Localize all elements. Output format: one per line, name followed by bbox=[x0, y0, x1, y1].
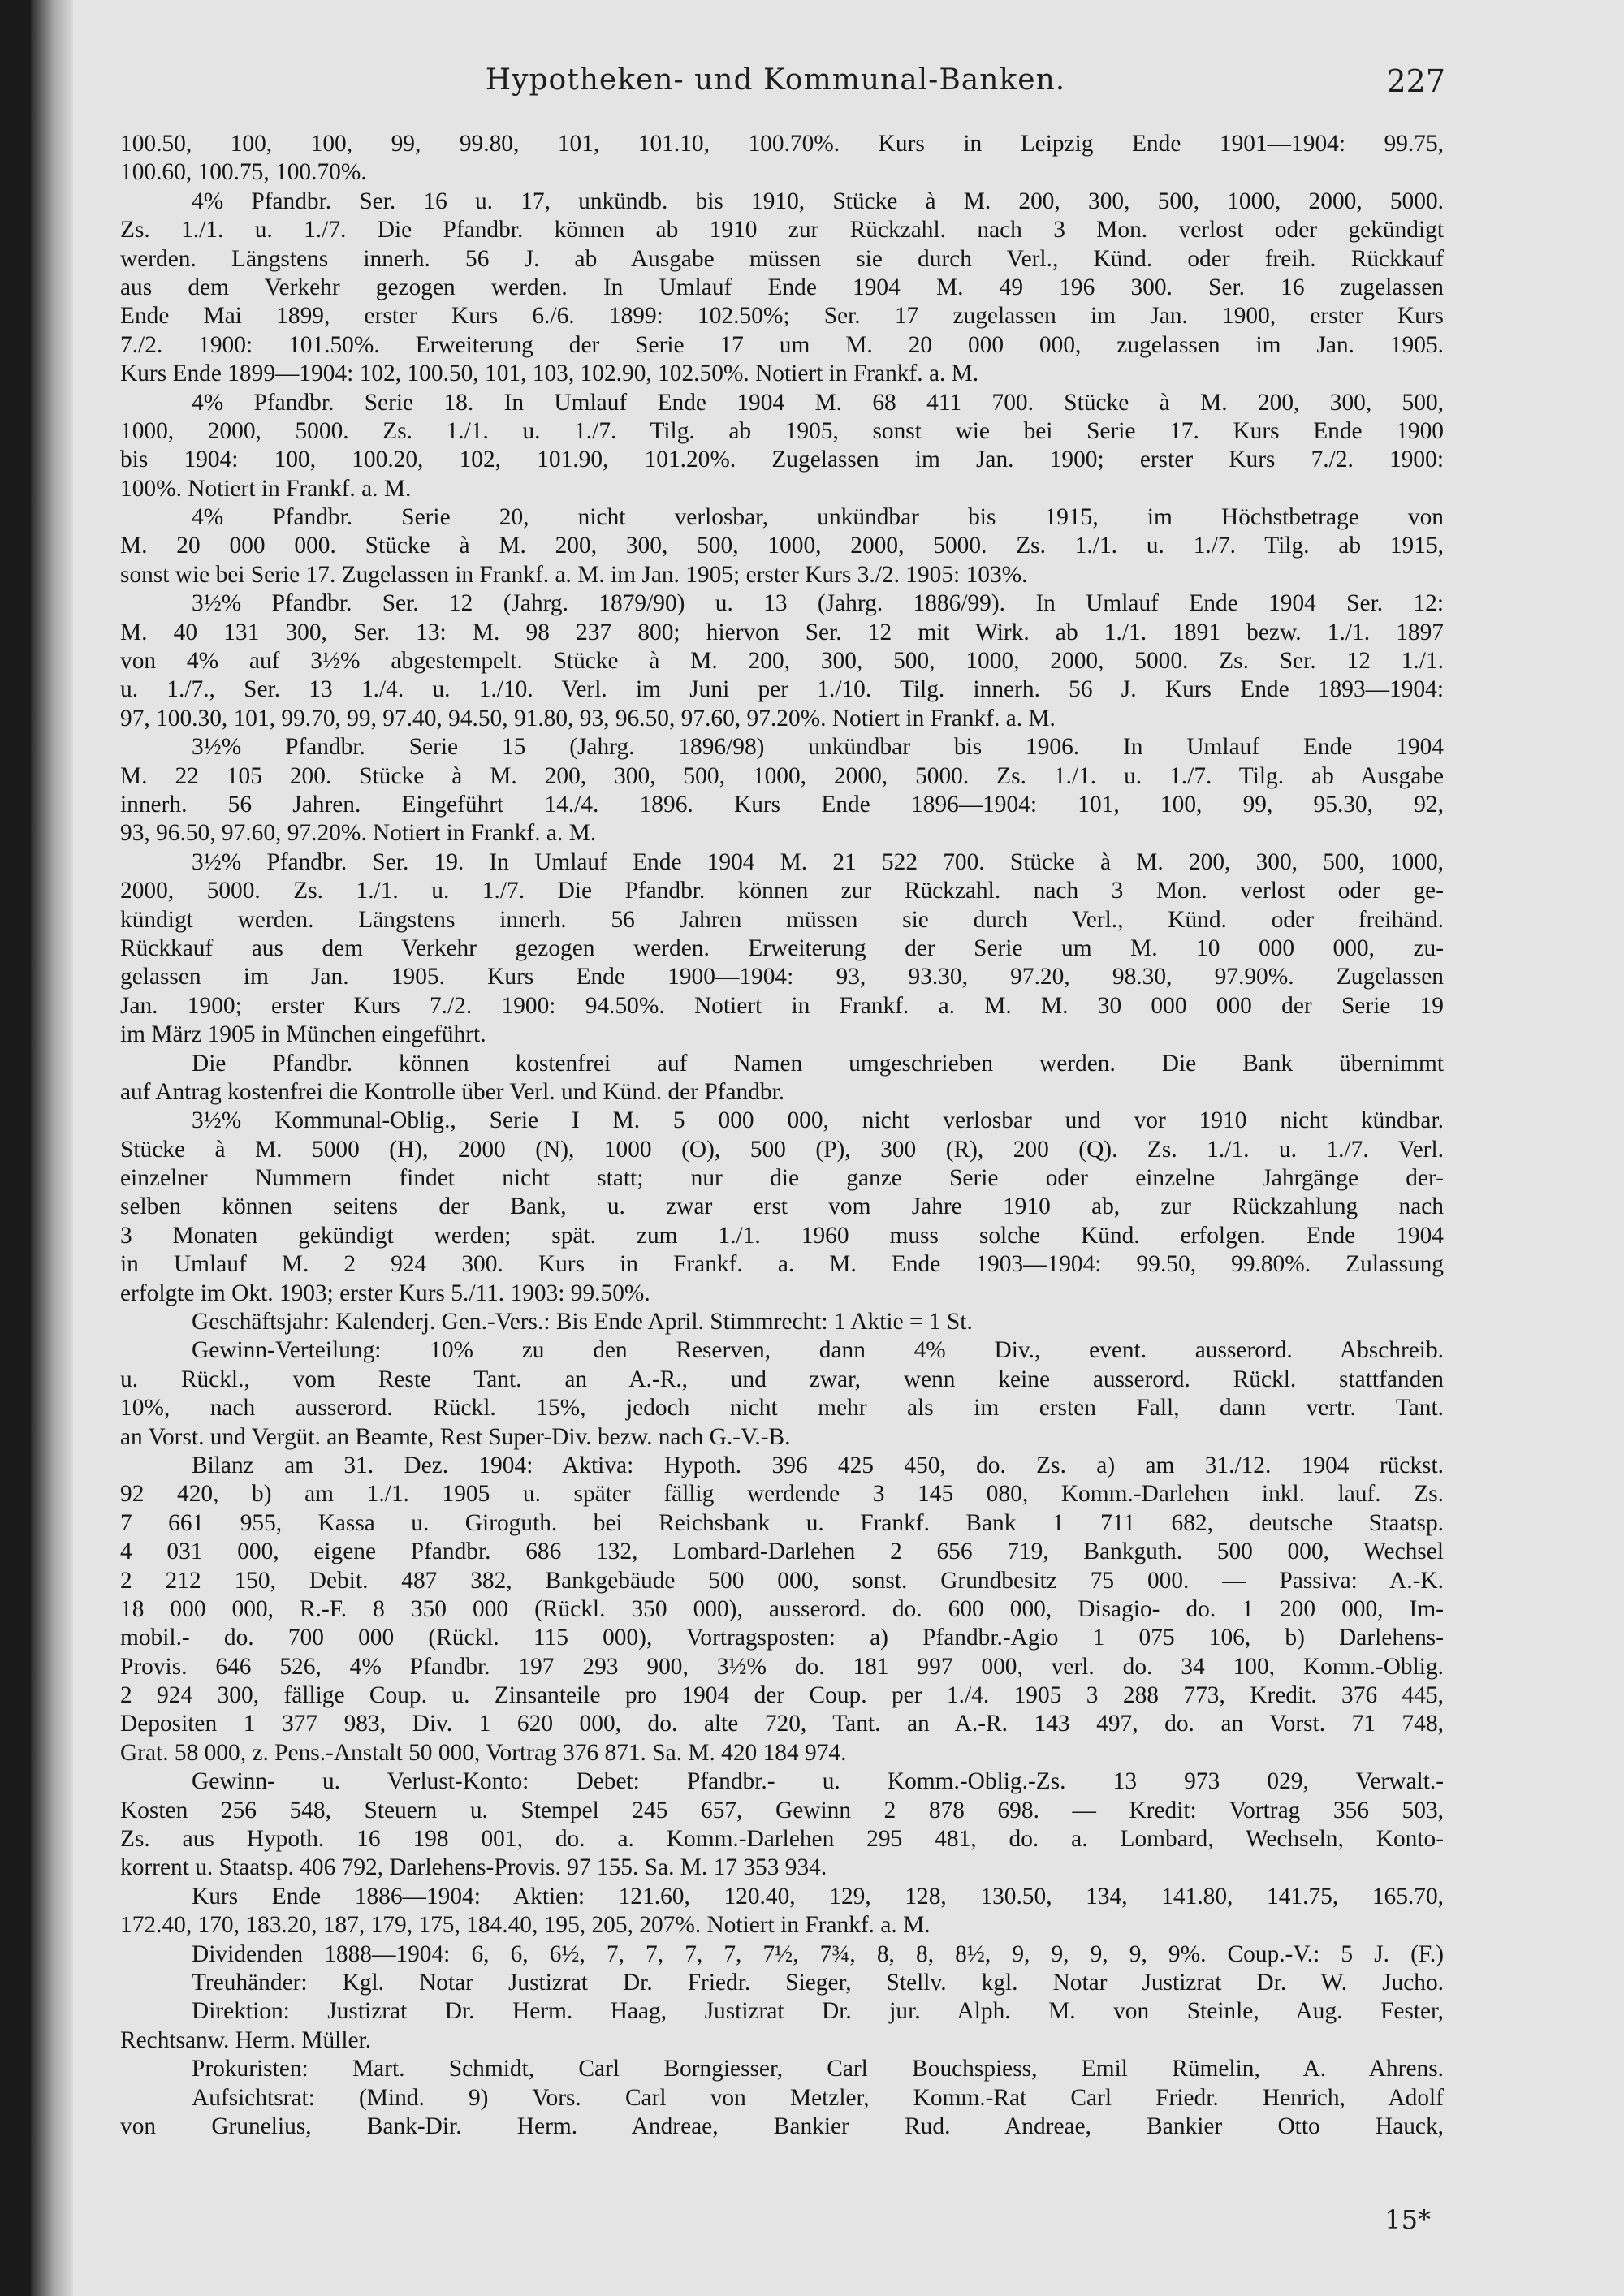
text-line: Zs. 1./1. u. 1./7. Die Pfandbr. können ab 1910 zur Rückzahl. nach 3 Mon. verlost oder gekündigt bbox=[120, 217, 1444, 244]
text-line: von 4% auf 3½% abgestempelt. Stücke à M. 200, 300, 500, 1000, 2000, 5000. Zs. Ser. 12 1./1. bbox=[120, 648, 1444, 675]
text-line: Kurs Ende 1899—1904: 102, 100.50, 101, 103, 102.90, 102.50%. Notiert in Frankf. a. M. bbox=[120, 360, 979, 387]
text-line: Kurs Ende 1886—1904: Aktien: 121.60, 120.40, 129, 128, 130.50, 134, 141.80, 141.75, 165.70, bbox=[192, 1883, 1444, 1910]
text-line: kündigt werden. Längstens innerh. 56 Jahren müssen sie durch Verl., Künd. oder freihänd. bbox=[120, 906, 1444, 933]
page-header bbox=[106, 63, 1445, 104]
text-line: Die Pfandbr. können kostenfrei auf Namen umgeschrieben werden. Die Bank übernimmt bbox=[192, 1050, 1444, 1077]
text-line: 100.50, 100, 100, 99, 99.80, 101, 101.10, 100.70%. Kurs in Leipzig Ende 1901—1904: 99.75, bbox=[120, 131, 1444, 157]
text-line: Dividenden 1888—1904: 6, 6, 6½, 7, 7, 7, 7, 7½, 7¾, 8, 8, 8½, 9, 9, 9, 9, 9%. Coup.-V.: 5 J. (F.) bbox=[192, 1940, 1444, 1967]
text-line: 4% Pfandbr. Serie 18. In Umlauf Ende 1904 M. 68 411 700. Stücke à M. 200, 300, 500, bbox=[192, 389, 1444, 416]
text-line: 10%, nach ausserord. Rückl. 15%, jedoch nicht mehr als im ersten Fall, dann vertr. Tant. bbox=[120, 1395, 1444, 1422]
text-line: Rückkauf aus dem Verkehr gezogen werden. Erweiterung der Serie um M. 10 000 000, zu- bbox=[120, 934, 1444, 961]
text-line: im März 1905 in München eingeführt. bbox=[120, 1021, 486, 1048]
signature-mark: 15* bbox=[1384, 2204, 1431, 2235]
text-line: 3½% Kommunal-Oblig., Serie I M. 5 000 000, nicht verlosbar und vor 1910 nicht kündbar. bbox=[192, 1107, 1444, 1134]
page-gutter-shadow bbox=[31, 0, 73, 2296]
text-line: 92 420, b) am 1./1. 1905 u. später fällig werdende 3 145 080, Komm.-Darlehen inkl. lauf. Zs. bbox=[120, 1481, 1444, 1508]
book-spine-shadow bbox=[0, 0, 31, 2296]
text-line: auf Antrag kostenfrei die Kontrolle über Verl. und Künd. der Pfandbr. bbox=[120, 1078, 785, 1105]
text-line: Grat. 58 000, z. Pens.-Anstalt 50 000, Vortrag 376 871. Sa. M. 420 184 974. bbox=[120, 1739, 847, 1766]
text-line: 4 031 000, eigene Pfandbr. 686 132, Lombard-Darlehen 2 656 719, Bankguth. 500 000, Wechsel bbox=[120, 1539, 1444, 1565]
text-line: 2000, 5000. Zs. 1./1. u. 1./7. Die Pfandbr. können zur Rückzahl. nach 3 Mon. verlost oder ge- bbox=[120, 878, 1444, 904]
text-line: von Grunelius, Bank-Dir. Herm. Andreae, Bankier Rud. Andreae, Bankier Otto Hauck, bbox=[120, 2113, 1444, 2139]
text-line: an Vorst. und Vergüt. an Beamte, Rest Super-Div. bezw. nach G.-V.-B. bbox=[120, 1423, 791, 1450]
text-line: Prokuristen: Mart. Schmidt, Carl Borngiesser, Carl Bouchspiess, Emil Rümelin, A. Ahrens. bbox=[192, 2056, 1444, 2082]
text-line: 3 Monaten gekündigt werden; spät. zum 1./1. 1960 muss solche Künd. erfolgen. Ende 1904 bbox=[120, 1222, 1444, 1249]
text-line: Direktion: Justizrat Dr. Herm. Haag, Justizrat Dr. jur. Alph. M. von Steinle, Aug. Fester, bbox=[192, 1998, 1444, 2025]
text-line: Jan. 1900; erster Kurs 7./2. 1900: 94.50%. Notiert in Frankf. a. M. M. 30 000 000 der Serie 19 bbox=[120, 992, 1444, 1019]
text-line: Gewinn- u. Verlust-Konto: Debet: Pfandbr.- u. Komm.-Oblig.-Zs. 13 973 029, Verwalt.- bbox=[192, 1768, 1444, 1795]
text-line: 18 000 000, R.-F. 8 350 000 (Rückl. 350 000), ausserord. do. 600 000, Disagio- do. 1 200 000, Im- bbox=[120, 1595, 1444, 1622]
text-line: in Umlauf M. 2 924 300. Kurs in Frankf. a. M. Ende 1903—1904: 99.50, 99.80%. Zulassung bbox=[120, 1251, 1444, 1278]
text-line: Treuhänder: Kgl. Notar Justizrat Dr. Friedr. Sieger, Stellv. kgl. Notar Justizrat Dr. W. Jucho. bbox=[192, 1970, 1444, 1996]
text-line: Stücke à M. 5000 (H), 2000 (N), 1000 (O), 500 (P), 300 (R), 200 (Q). Zs. 1./1. u. 1./7. Verl. bbox=[120, 1136, 1444, 1163]
text-line: 3½% Pfandbr. Ser. 12 (Jahrg. 1879/90) u. 13 (Jahrg. 1886/99). In Umlauf Ende 1904 Ser. 12: bbox=[192, 590, 1444, 617]
text-line: innerh. 56 Jahren. Eingeführt 14./4. 1896. Kurs Ende 1896—1904: 101, 100, 99, 95.30, 92, bbox=[120, 791, 1444, 818]
text-line: 3½% Pfandbr. Ser. 19. In Umlauf Ende 1904 M. 21 522 700. Stücke à M. 200, 300, 500, 1000, bbox=[192, 848, 1444, 875]
text-line: M. 22 105 200. Stücke à M. 200, 300, 500, 1000, 2000, 5000. Zs. 1./1. u. 1./7. Tilg. ab Ausgabe bbox=[120, 762, 1444, 789]
text-line: mobil.- do. 700 000 (Rückl. 115 000), Vortragsposten: a) Pfandbr.-Agio 1 075 106, b) Darlehens- bbox=[120, 1625, 1444, 1651]
text-line: gelassen im Jan. 1905. Kurs Ende 1900—1904: 93, 93.30, 97.20, 98.30, 97.90%. Zugelassen bbox=[120, 964, 1444, 990]
text-line: bis 1904: 100, 100.20, 102, 101.90, 101.20%. Zugelassen im Jan. 1900; erster Kurs 7./2. 1900: bbox=[120, 447, 1444, 473]
text-line: 100.60, 100.75, 100.70%. bbox=[120, 159, 367, 186]
text-line: 97, 100.30, 101, 99.70, 99, 97.40, 94.50, 91.80, 93, 96.50, 97.60, 97.20%. Notiert in Frankf. a. M. bbox=[120, 705, 1056, 732]
body-text bbox=[120, 130, 1444, 2141]
text-line: 93, 96.50, 97.60, 97.20%. Notiert in Frankf. a. M. bbox=[120, 820, 597, 847]
text-line: Gewinn-Verteilung: 10% zu den Reserven, dann 4% Div., event. ausserord. Abschreib. bbox=[192, 1337, 1444, 1364]
text-line: 7 661 955, Kassa u. Giroguth. bei Reichsbank u. Frankf. Bank 1 711 682, deutsche Staatsp. bbox=[120, 1509, 1444, 1536]
text-line: Rechtsanw. Herm. Müller. bbox=[120, 2026, 372, 2053]
text-line: 7./2. 1900: 101.50%. Erweiterung der Serie 17 um M. 20 000 000, zugelassen im Jan. 1905. bbox=[120, 331, 1444, 358]
text-line: 3½% Pfandbr. Serie 15 (Jahrg. 1896/98) unkündbar bis 1906. In Umlauf Ende 1904 bbox=[192, 734, 1444, 761]
text-line: Kosten 256 548, Steuern u. Stempel 245 657, Gewinn 2 878 698. — Kredit: Vortrag 356 503, bbox=[120, 1797, 1444, 1823]
text-line: Zs. aus Hypoth. 16 198 001, do. a. Komm.-Darlehen 295 481, do. a. Lombard, Wechseln, Konto- bbox=[120, 1826, 1444, 1853]
text-line: selben können seitens der Bank, u. zwar erst vom Jahre 1910 ab, zur Rückzahlung nach bbox=[120, 1193, 1444, 1220]
text-line: Provis. 646 526, 4% Pfandbr. 197 293 900, 3½% do. 181 997 000, verl. do. 34 100, Komm.-Oblig. bbox=[120, 1653, 1444, 1680]
text-line: u. 1./7., Ser. 13 1./4. u. 1./10. Verl. im Juni per 1./10. Tilg. innerh. 56 J. Kurs Ende 1893—1904: bbox=[120, 676, 1444, 703]
text-line: 100%. Notiert in Frankf. a. M. bbox=[120, 475, 412, 502]
text-line: sonst wie bei Serie 17. Zugelassen in Frankf. a. M. im Jan. 1905; erster Kurs 3./2. 1905: 103%. bbox=[120, 561, 1028, 588]
text-line: werden. Längstens innerh. 56 J. ab Ausgabe müssen sie durch Verl., Künd. oder freih. Rückkauf bbox=[120, 245, 1444, 272]
text-line: Depositen 1 377 983, Div. 1 620 000, do. alte 720, Tant. an A.-R. 143 497, do. an Vorst. 71 748, bbox=[120, 1711, 1444, 1737]
text-line: 2 924 300, fällige Coup. u. Zinsanteile pro 1904 der Coup. per 1./4. 1905 3 288 773, Kredit. 376 445, bbox=[120, 1682, 1444, 1709]
text-line: 4% Pfandbr. Serie 20, nicht verlosbar, unkündbar bis 1915, im Höchstbetrage von bbox=[192, 504, 1444, 531]
text-line: Geschäftsjahr: Kalenderj. Gen.-Vers.: Bis Ende April. Stimmrecht: 1 Aktie = 1 St. bbox=[192, 1309, 973, 1336]
text-line: aus dem Verkehr gezogen werden. In Umlauf Ende 1904 M. 49 196 300. Ser. 16 zugelassen bbox=[120, 274, 1444, 300]
text-line: u. Rückl., vom Reste Tant. an A.-R., und zwar, wenn keine ausserord. Rückl. stattfanden bbox=[120, 1366, 1444, 1392]
text-line: Bilanz am 31. Dez. 1904: Aktiva: Hypoth. 396 425 450, do. Zs. a) am 31./12. 1904 rückst. bbox=[192, 1452, 1444, 1478]
text-line: 4% Pfandbr. Ser. 16 u. 17, unkündb. bis 1910, Stücke à M. 200, 300, 500, 1000, 2000, 5000. bbox=[192, 188, 1444, 214]
text-line: Ende Mai 1899, erster Kurs 6./6. 1899: 102.50%; Ser. 17 zugelassen im Jan. 1900, erster Kurs bbox=[120, 303, 1444, 330]
text-line: korrent u. Staatsp. 406 792, Darlehens-Provis. 97 155. Sa. M. 17 353 934. bbox=[120, 1854, 827, 1881]
text-line: 1000, 2000, 5000. Zs. 1./1. u. 1./7. Tilg. ab 1905, sonst wie bei Serie 17. Kurs Ende 1900 bbox=[120, 417, 1444, 444]
page-number: 227 bbox=[1386, 63, 1445, 99]
text-line: 172.40, 170, 183.20, 187, 179, 175, 184.40, 195, 205, 207%. Notiert in Frankf. a. M. bbox=[120, 1912, 931, 1939]
text-line: erfolgte im Okt. 1903; erster Kurs 5./11. 1903: 99.50%. bbox=[120, 1280, 650, 1306]
text-line: 2 212 150, Debit. 487 382, Bankgebäude 500 000, sonst. Grundbesitz 75 000. — Passiva: A.-K. bbox=[120, 1567, 1444, 1594]
text-line: M. 40 131 300, Ser. 13: M. 98 237 800; hiervon Ser. 12 mit Wirk. ab 1./1. 1891 bezw. 1./1. 1897 bbox=[120, 619, 1444, 645]
text-line: einzelner Nummern findet nicht statt; nur die ganze Serie oder einzelne Jahrgänge der- bbox=[120, 1165, 1444, 1192]
text-line: Aufsichtsrat: (Mind. 9) Vors. Carl von Metzler, Komm.-Rat Carl Friedr. Henrich, Adolf bbox=[192, 2084, 1444, 2111]
text-line: M. 20 000 000. Stücke à M. 200, 300, 500, 1000, 2000, 5000. Zs. 1./1. u. 1./7. Tilg. ab 1915, bbox=[120, 533, 1444, 559]
running-title: Hypotheken- und Kommunal-Banken. bbox=[485, 63, 1066, 97]
